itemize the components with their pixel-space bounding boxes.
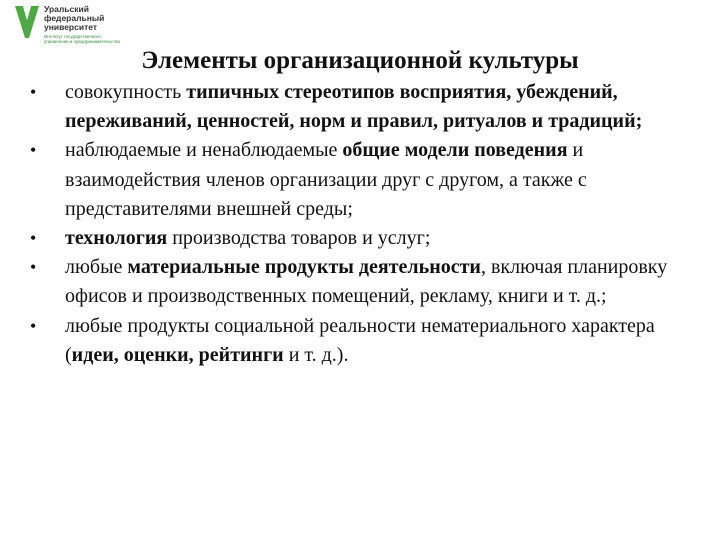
bullet-list	[30, 78, 710, 370]
logo-subtitle-line: Институт государственного	[44, 34, 101, 39]
bullet-text: и т. д.).	[283, 343, 349, 366]
bullet-text: совокупность	[65, 81, 187, 103]
bullet-icon: •	[30, 315, 37, 336]
bullet-icon: •	[30, 140, 37, 161]
bullet-icon: •	[30, 82, 37, 102]
bullet-icon: •	[30, 228, 37, 249]
bullet-text: любые продукты социальной реальности нематериального характера (	[65, 314, 655, 366]
logo-name	[44, 5, 104, 32]
bullet-item	[30, 224, 710, 253]
university-logo	[14, 4, 174, 44]
bullet-text: производства товаров и услуг;	[167, 227, 431, 250]
logo-name-line: федеральный	[44, 13, 105, 23]
bullet-item	[30, 136, 710, 224]
logo-name-line: Уральский	[44, 4, 89, 14]
bullet-text: и взаимодействия членов организации друг с другом, а также с представителями внешней среды;	[65, 139, 587, 220]
bullet-text: наблюдаемые и ненаблюдаемые	[65, 139, 343, 162]
bullet-text-bold: типичных стереотипов восприятия, убеждений, переживаний, ценностей, норм и правил, ритуалов и традиций;	[65, 81, 643, 133]
bullet-text: любые	[65, 256, 128, 279]
bullet-text-bold: общие модели поведения	[342, 139, 568, 162]
slide-title: Элементы организационной культуры	[141, 47, 579, 74]
bullet-icon: •	[30, 257, 37, 278]
bullet-text-bold: идеи, оценки, рейтинги	[71, 343, 284, 366]
bullet-text: , включая планировку офисов и производственных помещений, рекламу, книги и т. д.;	[65, 256, 668, 308]
bullet-text-bold: материальные продукты деятельности	[127, 256, 481, 279]
bullet-item	[30, 312, 710, 370]
logo-name-line: университет	[44, 22, 98, 32]
logo-subtitle	[44, 34, 120, 44]
bullet-text-bold: технология	[65, 227, 168, 250]
bullet-item	[30, 253, 710, 311]
logo-subtitle-line: управления и предпринимательства	[44, 39, 120, 44]
bullet-item	[30, 78, 710, 136]
urfu-logo-icon	[14, 4, 40, 40]
